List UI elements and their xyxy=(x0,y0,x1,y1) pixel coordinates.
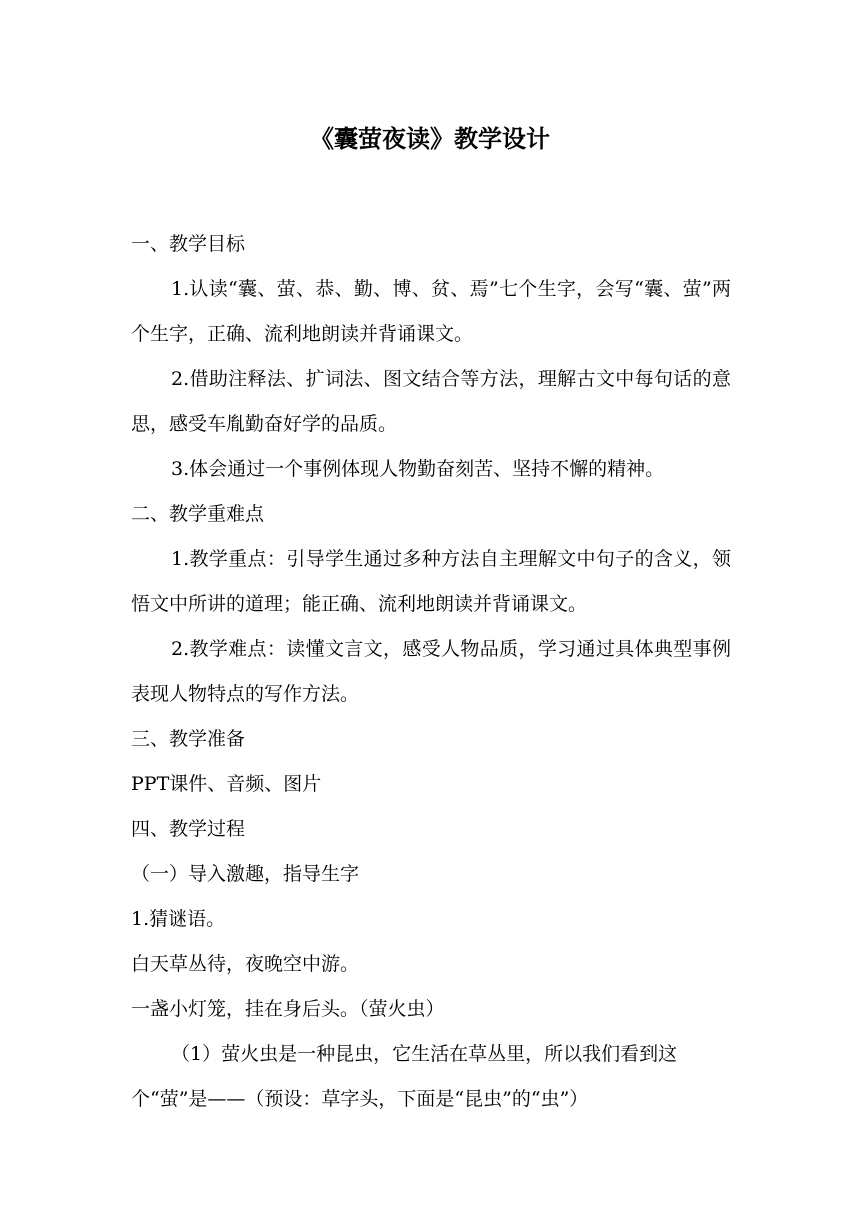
document-title: 《囊萤夜读》教学设计 xyxy=(310,125,550,153)
riddle-line-2: 一盏小灯笼，挂在身后头。（萤火虫） xyxy=(131,998,445,1020)
process-note: （1）萤火虫是一种昆虫，它生活在草丛里，所以我们看到这个“萤”是——（预设：草字头，下面是“昆虫”的“虫”） xyxy=(131,1043,678,1110)
key-point-item-2: 2.教学难点：读懂文言文，感受人物品质，学习通过具体典型事例表现人物特点的写作方法。 xyxy=(131,638,731,705)
objective-item-1: 1.认读“囊、萤、恭、勤、博、贫、焉”七个生字，会写“囊、萤”两个生字，正确、流利地朗读并背诵课文。 xyxy=(131,278,731,345)
process-step-1: 1.猜谜语。 xyxy=(131,908,226,930)
key-point-item-1: 1.教学重点：引导学生通过多种方法自主理解文中句子的含义，领悟文中所讲的道理；能正确、流利地朗读并背诵课文。 xyxy=(131,548,731,615)
objective-item-2: 2.借助注释法、扩词法、图文结合等方法，理解古文中每句话的意思，感受车胤勤奋好学的品质。 xyxy=(131,368,731,435)
objective-item-3: 3.体会通过一个事例体现人物勤奋刻苦、坚持不懈的精神。 xyxy=(171,458,665,480)
section-heading-process: 四、教学过程 xyxy=(131,818,246,840)
riddle-line-1: 白天草丛待，夜晚空中游。 xyxy=(131,953,360,975)
section-heading-preparation: 三、教学准备 xyxy=(131,728,246,750)
section-heading-objectives: 一、教学目标 xyxy=(131,233,246,255)
section-heading-key-points: 二、教学重难点 xyxy=(131,503,265,525)
document-body xyxy=(131,222,731,1122)
preparation-item: PPT课件、音频、图片 xyxy=(131,773,322,795)
process-subheading: （一）导入激趣，指导生字 xyxy=(131,863,360,885)
